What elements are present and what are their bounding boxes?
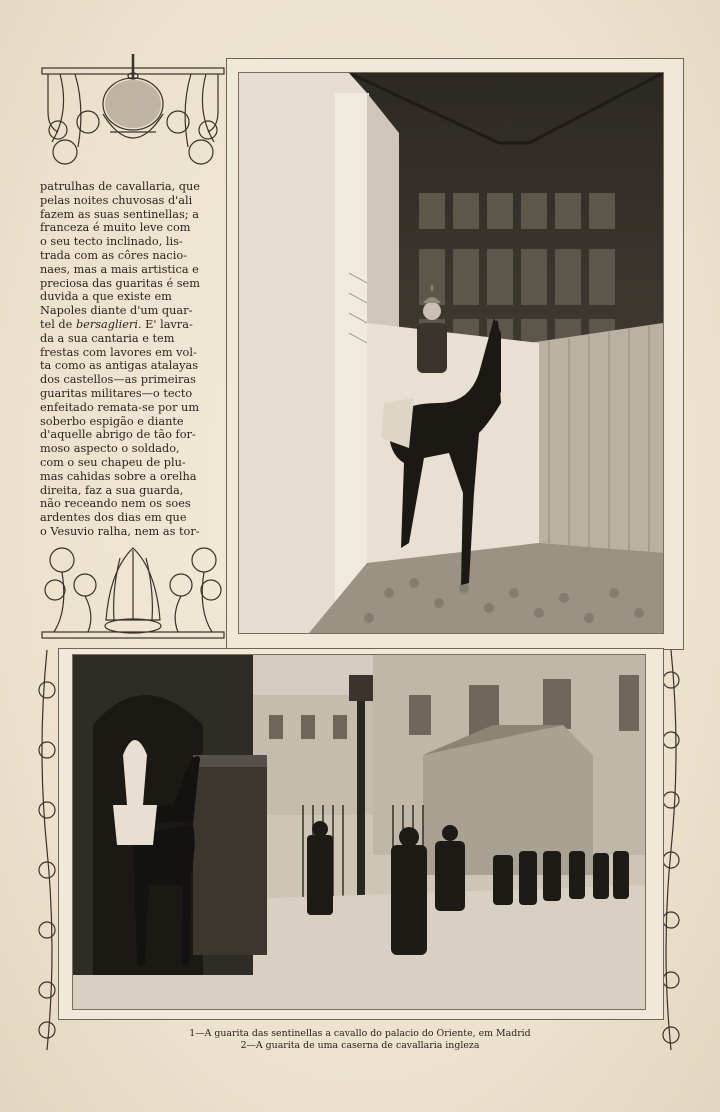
caption-2: 2—A guarita de uma caserna de cavallaria ingleza	[240, 1039, 480, 1051]
italic-bersaglieri: bersaglieri	[75, 317, 138, 331]
line-5: o seu tecto inclinado, lis-	[40, 235, 183, 249]
line-11-end: . E' lavra-	[137, 317, 193, 331]
photo-captions	[120, 1028, 600, 1051]
line-7: naes, mas a mais artistica e	[40, 262, 199, 276]
photo-1-image	[239, 73, 663, 633]
line-12: da a sua cantaria e tem	[40, 331, 175, 345]
line-25: ardentes dos dias em que	[40, 511, 187, 525]
line-1: patrulhas de cavallaria, que	[40, 180, 200, 193]
line-22: mas cahidas sobre a orelha	[40, 469, 197, 483]
caption-1: 1—A guarita das sentinellas a cavallo do palacio do Oriente, em Madrid	[189, 1028, 531, 1039]
line-20: moso aspecto o soldado,	[40, 442, 180, 456]
line-15: dos castellos—as primeiras	[40, 373, 196, 387]
line-8: preciosa das guaritas é sem	[40, 276, 200, 290]
line-16: guaritas militares—o tecto	[40, 386, 193, 400]
line-17: enfeitado remata-se por um	[40, 400, 200, 414]
line-13: frestas com lavores em vol-	[40, 345, 197, 359]
line-19: d'aquelle abrigo de tão for-	[40, 428, 196, 442]
line-23: direita, faz a sua guarda,	[40, 483, 184, 497]
line-3: fazem as suas sentinellas; a	[40, 207, 199, 221]
photo-1-madrid-guard-box	[238, 72, 664, 634]
article-text-column	[40, 180, 204, 539]
line-18: soberbo espigão e diante	[40, 414, 184, 428]
line-11	[40, 318, 204, 332]
line-10: Napoles diante d'um quar-	[40, 304, 193, 318]
line-6: trada com as côres nacio-	[40, 248, 187, 262]
line-24: não receando nem os soes	[40, 497, 191, 511]
line-4: franceza é muito leve com	[40, 221, 191, 235]
line-21: com o seu chapeu de plu-	[40, 455, 186, 469]
bottom-ornament-plume	[40, 540, 226, 648]
line-26: o Vesuvio ralha, nem as tor-	[40, 524, 200, 538]
top-ornament-helmet	[40, 52, 226, 170]
line-11-start: tel de	[40, 317, 76, 331]
line-2: pelas noites chuvosas d'ali	[40, 193, 193, 207]
line-14: ta como as antigas atalayas	[40, 359, 199, 373]
photo-2-english-cavalry-guard	[72, 654, 646, 1010]
photo-2-image	[73, 655, 645, 1009]
line-9: duvida a que existe em	[40, 290, 172, 304]
